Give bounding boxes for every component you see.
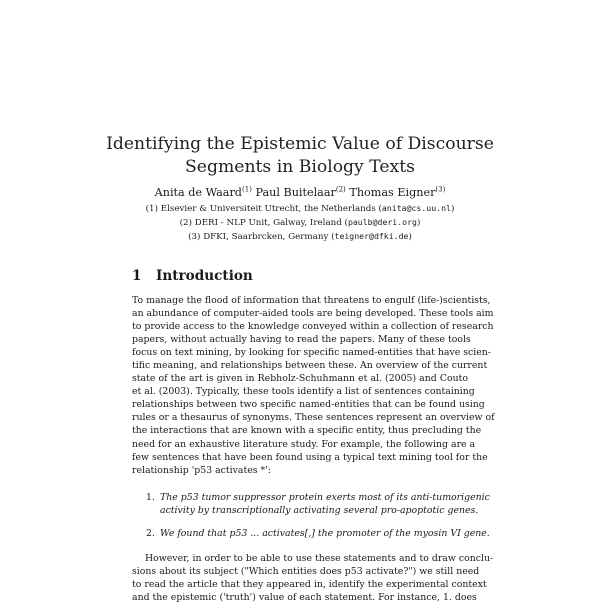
- paragraph-line: focus on text mining, by looking for specific named-entities that have scien-: [132, 347, 491, 359]
- author-name: Anita de Waard: [154, 186, 242, 199]
- paragraph-line: need for an exhaustive literature study. For example, the following are a: [132, 438, 476, 450]
- title-line-2: Segments in Biology Texts: [185, 157, 415, 177]
- example-item: [146, 491, 490, 517]
- paragraph-line: relationships between two specific named-entities that can be found using: [132, 399, 485, 411]
- paragraph-line: to read the article that they appeared in, identify the experimental context: [132, 579, 487, 591]
- paragraph-line: and the epistemic ('truth') value of each statement. For instance, 1. does: [132, 592, 477, 604]
- paragraph-line: To manage the flood of information that threatens to engulf (life-)scientists,: [132, 295, 491, 306]
- body-paragraph: [132, 552, 494, 604]
- author-affiliation-mark: (1): [241, 185, 252, 194]
- author-affiliation-mark: (2): [335, 185, 346, 194]
- section-title: Introduction: [156, 268, 253, 284]
- affiliation-close: ): [408, 232, 412, 242]
- author-name: Thomas Eigner: [349, 186, 436, 199]
- paragraph-line: sions about its subject ("Which entities does p53 activate?") we still need: [132, 566, 480, 578]
- paragraph-line: an abundance of computer-aided tools are being developed. These tools aim: [132, 308, 494, 320]
- section-number: 1: [132, 268, 142, 284]
- example-number: 1.: [146, 492, 155, 503]
- intro-paragraph: [132, 294, 495, 477]
- author-email: paulb@deri.org: [347, 217, 417, 227]
- example-line: The p53 tumor suppressor protein exerts most of its anti-tumorigenic: [160, 492, 490, 503]
- author-email: anita@cs.uu.nl: [381, 203, 451, 213]
- paragraph-line: to provide access to the knowledge conveyed within a collection of research: [132, 321, 494, 333]
- affiliation-close: ): [416, 218, 421, 228]
- title-line-1: Identifying the Epistemic Value of Discourse: [106, 134, 494, 154]
- affiliation-line: [0, 203, 600, 215]
- author-name: Paul Buitelaar: [255, 186, 336, 199]
- paper-title: [0, 133, 600, 179]
- paragraph-line: rules or a thesaurus of synonyms. These sentences represent an overview of: [132, 412, 495, 424]
- example-line: We found that p53 ... activates[,] the promoter of the myosin VI gene.: [160, 528, 490, 539]
- author-email: teigner@dfki.de: [334, 231, 409, 241]
- paragraph-line: relationship 'p53 activates *':: [132, 464, 271, 476]
- paragraph-line: et al. (2003). Typically, these tools identify a list of sentences containing: [132, 386, 475, 398]
- affiliation-line: [0, 231, 600, 243]
- example-line: activity by transcriptionally activating several pro-apoptotic genes.: [160, 505, 479, 517]
- paragraph-line: the interactions that are known with a specific entity, thus precluding the: [132, 425, 482, 437]
- author-list: [0, 186, 600, 200]
- section-heading: [132, 268, 253, 284]
- example-number: 2.: [146, 528, 155, 539]
- paragraph-line: tific meaning, and relationships between these. An overview of the current: [132, 360, 488, 372]
- affiliation-text: (3) DFKI, Saarbrcken, Germany (: [188, 232, 335, 242]
- affiliation-text: (2) DERI - NLP Unit, Galway, Ireland (: [179, 218, 348, 228]
- affiliation-close: ): [450, 204, 455, 214]
- example-item: [146, 527, 490, 540]
- author-affiliation-mark: (3): [435, 185, 446, 194]
- affiliation-line: [0, 217, 600, 229]
- affiliation-text: (1) Elsevier & Universiteit Utrecht, the Netherlands (: [145, 204, 382, 214]
- paragraph-line: papers, without actually having to read the papers. Many of these tools: [132, 334, 471, 346]
- paragraph-line: state of the art is given in Rebholz-Schuhmann et al. (2005) and Couto: [132, 373, 468, 385]
- paragraph-line: However, in order to be able to use these statements and to draw conclu-: [145, 553, 494, 564]
- paragraph-line: few sentences that have been found using a typical text mining tool for the: [132, 451, 488, 463]
